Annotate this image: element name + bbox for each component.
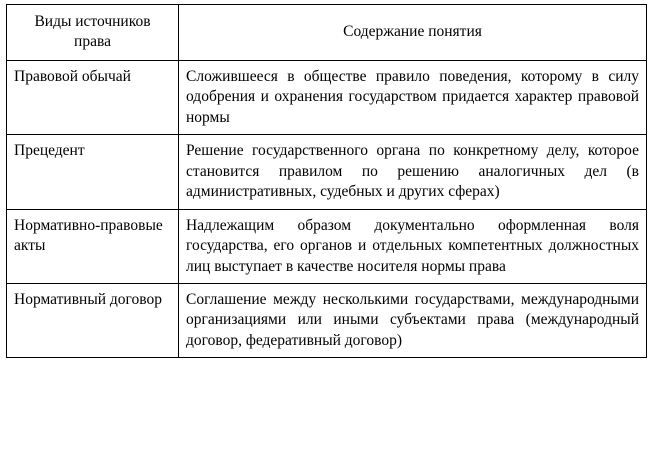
sources-of-law-table <box>6 4 647 358</box>
table-row <box>7 209 647 283</box>
column-header-content: Содержание понятия <box>179 5 647 61</box>
definition-cell: Надлежащим образом документально оформленная воля государства, его органов и отдельных компетентных должностных лиц выступает в качестве носителя нормы права <box>179 209 647 283</box>
definition-cell: Решение государственного органа по конкретному делу, которое становится правилом по решению аналогичных дел (в административных, судебных и других сферах) <box>179 135 647 209</box>
term-cell: Прецедент <box>7 135 179 209</box>
table-header <box>7 5 647 61</box>
table-row <box>7 283 647 357</box>
document-page <box>0 4 654 455</box>
table-header-row <box>7 5 647 61</box>
term-cell: Нормативно-правовые акты <box>7 209 179 283</box>
table-row <box>7 60 647 134</box>
term-cell: Правовой обычай <box>7 60 179 134</box>
table-body <box>7 60 647 357</box>
definition-cell: Сложившееся в обществе правило поведения, которому в силу одобрения и охранения государством придается характер правовой нормы <box>179 60 647 134</box>
column-header-types: Виды источников права <box>7 5 179 61</box>
term-cell: Нормативный договор <box>7 283 179 357</box>
table-row <box>7 135 647 209</box>
definition-cell: Соглашение между несколькими государствами, международными организациями или иными субъектами права (международный договор, федеративный договор) <box>179 283 647 357</box>
